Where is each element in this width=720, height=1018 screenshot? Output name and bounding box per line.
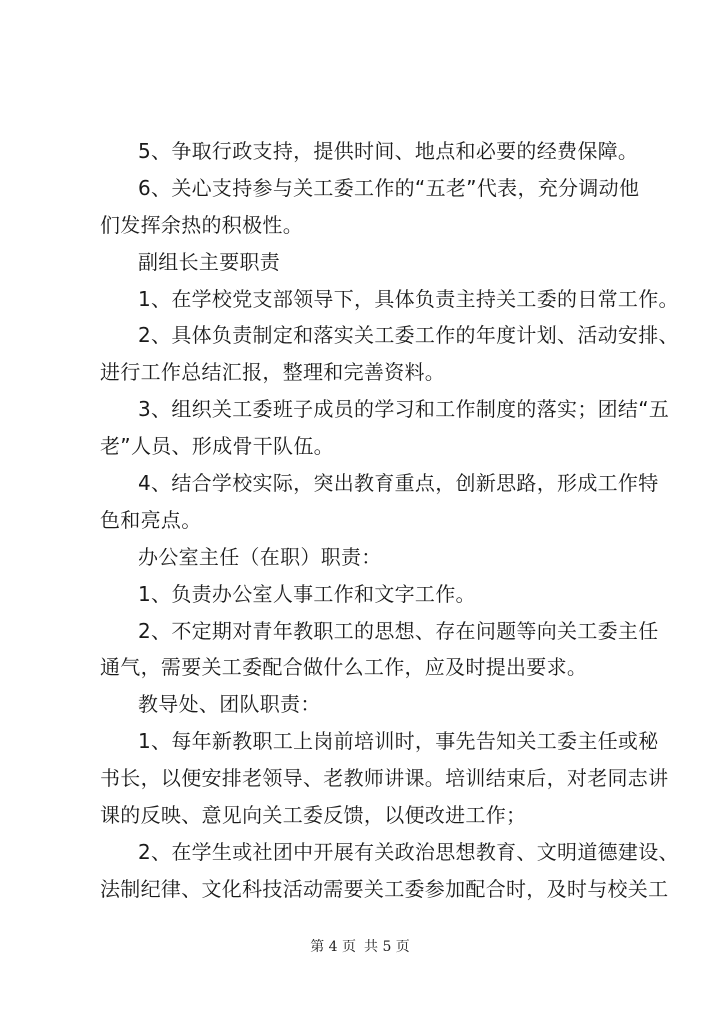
text-line: 老”人员、形成骨干队伍。	[100, 434, 334, 459]
text-line: 通气，需要关工委配合做什么工作，应及时提出要求。	[100, 655, 588, 680]
text-line: 们发挥余热的积极性。	[100, 212, 303, 237]
text-line: 色和亮点。	[100, 507, 202, 532]
section-heading: 副组长主要职责	[138, 249, 281, 274]
text-line: 进行工作总结汇报，整理和完善资料。	[100, 360, 446, 385]
text-line: 5、争取行政支持，提供时间、地点和必要的经费保障。	[138, 139, 639, 163]
text-line: 课的反映、意见向关工委反馈，以便改进工作；	[100, 803, 527, 828]
text-line: 1、在学校党支部领导下，具体负责主持关工委的日常工作。	[138, 286, 679, 311]
text-line: 2、在学生或社团中开展有关政治思想教育、文明道德建设、	[138, 839, 679, 864]
text-line: 4、结合学校实际，突出教育重点，创新思路，形成工作特	[138, 471, 659, 496]
text-line: 2、具体负责制定和落实关工委工作的年度计划、活动安排、	[138, 323, 679, 348]
text-line: 6、关心支持参与关工委工作的“五老”代表，充分调动他	[138, 175, 640, 200]
section-heading: 教导处、团队职责：	[138, 692, 321, 717]
text-line: 书长，以便安排老领导、老教师讲课。培训结束后，对老同志讲	[100, 766, 669, 791]
text-line: 法制纪律、文化科技活动需要关工委参加配合时，及时与校关工	[100, 876, 669, 901]
page-total: 共 5 页	[364, 939, 410, 955]
section-heading: 办公室主任（在职）职责：	[138, 544, 382, 569]
document-body	[100, 133, 679, 908]
page-footer	[0, 936, 720, 956]
text-line: 1、每年新教职工上岗前培训时，事先告知关工委主任或秘	[138, 729, 659, 754]
text-line: 2、不定期对青年教职工的思想、存在问题等向关工委主任	[138, 618, 659, 643]
text-line: 1、负责办公室人事工作和文字工作。	[138, 581, 476, 606]
text-line: 3、组织关工委班子成员的学习和工作制度的落实；团结“五	[138, 397, 670, 422]
page-number: 第 4 页	[310, 939, 356, 955]
